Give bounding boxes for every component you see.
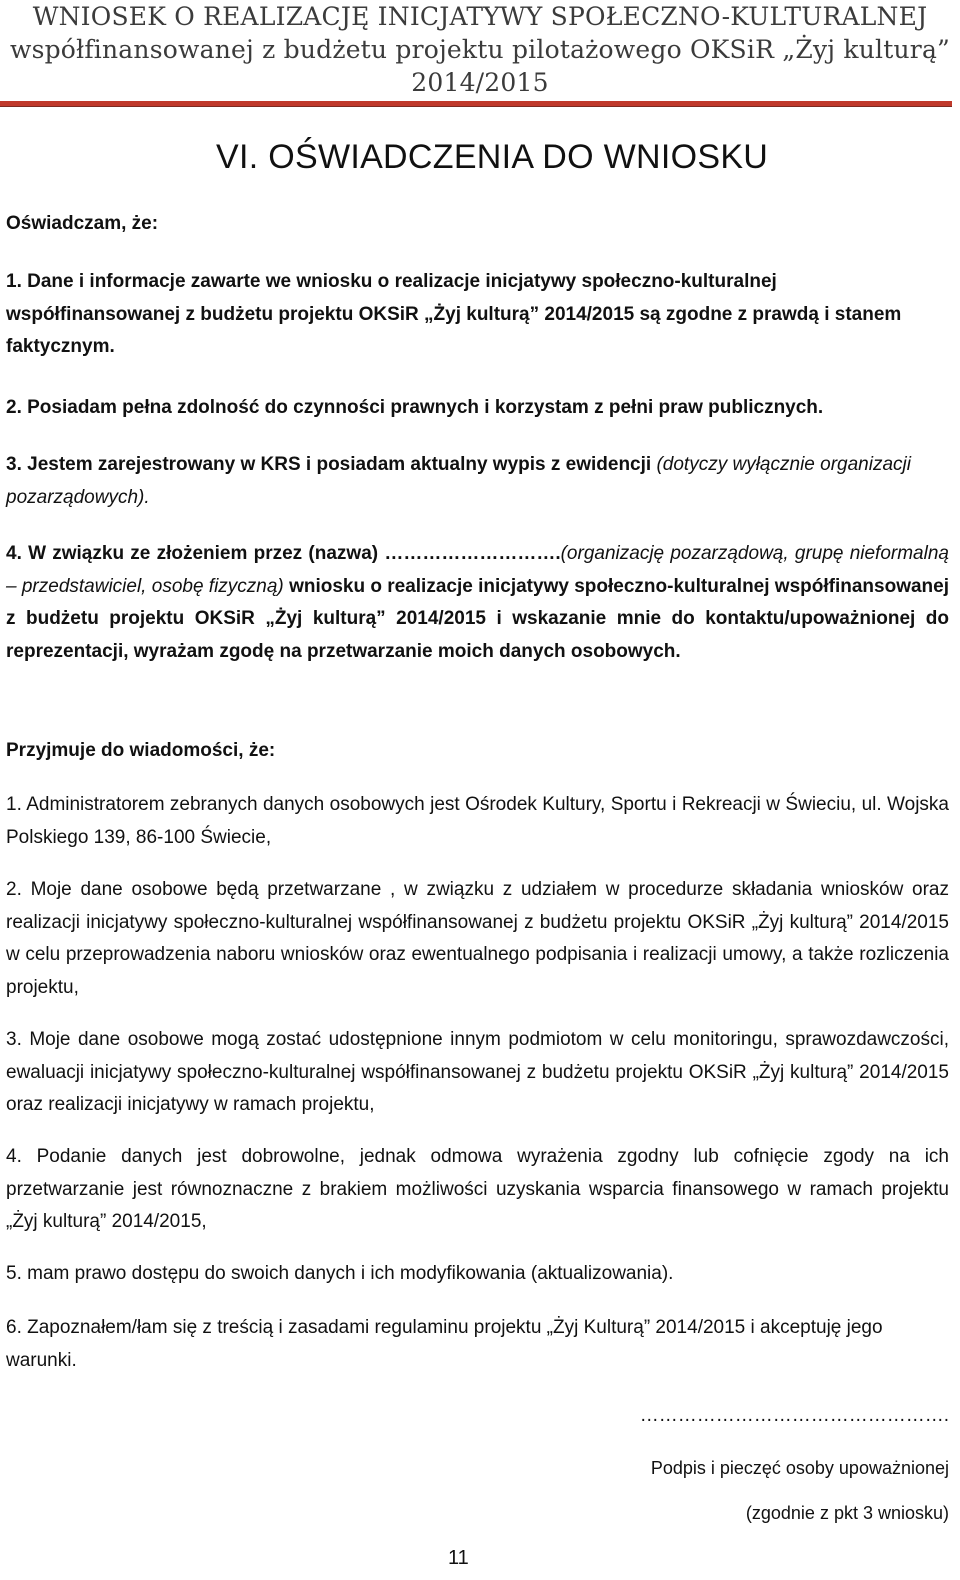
declaration-4-start: 4. W związku ze złożeniem przez (nazwa) ………………………. xyxy=(6,543,561,564)
signature-label: Podpis i pieczęć osoby upoważnionej xyxy=(650,1458,949,1478)
declaration-2: 2. Posiadam pełna zdolność do czynności prawnych i korzystam z pełni praw publicznych. xyxy=(6,397,824,418)
declaration-4-note: (organizację pozarządową, grupę nieformalną – przedstawiciel, osobę fizyczną) xyxy=(6,543,949,597)
acknowledgement-title: Przyjmuje do wiadomości, że: xyxy=(6,740,276,761)
page-number: 11 xyxy=(448,1547,469,1569)
signature-note: (zgodnie z pkt 3 wniosku) xyxy=(745,1503,949,1523)
document-header xyxy=(0,0,960,99)
acknowledgement-item-5: 5. mam prawo dostępu do swoich danych i ich modyfikowania (aktualizowania). xyxy=(6,1263,674,1284)
signature-line: …………………………………………. xyxy=(639,1405,949,1426)
declaration-1: 1. Dane i informacje zawarte we wniosku o realizacje inicjatywy społeczno-kulturalnej współfinansowanej z budżetu projektu OKSiR „Żyj kulturą” 2014/2015 są zgodne z prawdą i stanem faktycznym. xyxy=(6,271,902,357)
declaration-4 xyxy=(6,538,949,668)
header-line-2: współfinansowanej z budżetu projektu pilotażowego OKSiR „Żyj kulturą” xyxy=(9,35,951,64)
acknowledgement-item-4: 4. Podanie danych jest dobrowolne, jednak odmowa wyrażenia zgodny lub cofnięcie zgody na ich przetwarzanie jest równoznaczne z brakiem możliwości uzyskania wsparcia finansowego w ramach projektu „Żyj kulturą” 2014/2015, xyxy=(6,1146,949,1232)
acknowledgement-item-3: 3. Moje dane osobowe mogą zostać udostępnione innym podmiotom w celu monitoringu, sprawozdawczości, ewaluacji inicjatywy społeczno-kulturalnej współfinansowanej z budżetu projektu OKSiR „Żyj kulturą” 2014/2015 oraz realizacji inicjatywy w ramach projektu, xyxy=(6,1029,949,1115)
acknowledgement-item-6: 6. Zapoznałem/łam się z treścią i zasadami regulaminu projektu „Żyj Kulturą” 2014/2015 i akceptuję jego warunki. xyxy=(6,1317,883,1371)
header-line-1: WNIOSEK O REALIZACJĘ INICJATYWY SPOŁECZNO-KULTURALNEJ xyxy=(32,2,928,31)
declaration-4-end: wniosku o realizacje inicjatywy społeczno-kulturalnej współfinansowanej z budżetu projektu OKSiR „Żyj kulturą” 2014/2015 i wskazanie mnie do kontaktu/upoważnionej do reprezentacji, wyrażam zgodę na przetwarzanie moich danych osobowych. xyxy=(6,575,949,662)
header-line-3: 2014/2015 xyxy=(411,68,549,97)
declaration-3 xyxy=(6,449,949,514)
acknowledgement-item-1: 1. Administratorem zebranych danych osobowych jest Ośrodek Kultury, Sportu i Rekreacji w Świeciu, ul. Wojska Polskiego 139, 86-100 Świecie, xyxy=(6,794,949,848)
section-title: VI. OŚWIADCZENIA DO WNIOSKU xyxy=(216,138,769,176)
declaration-intro: Oświadczam, że: xyxy=(6,213,159,234)
declaration-3-note: (dotyczy wyłącznie organizacji pozarządowych). xyxy=(6,454,911,508)
acknowledgement-item-2: 2. Moje dane osobowe będą przetwarzane , w związku z udziałem w procedurze składania wniosków oraz realizacji inicjatywy społeczno-kulturalnej współfinansowanej z budżetu projektu OKSiR „Żyj kulturą” 2014/2015 w celu przeprowadzenia naboru wniosków oraz ewentualnego podpisania i realizacji umowy, a także rozliczenia projektu, xyxy=(6,879,949,998)
declaration-3-main: 3. Jestem zarejestrowany w KRS i posiadam aktualny wypis z ewidencji xyxy=(6,454,652,475)
header-divider xyxy=(0,101,952,107)
